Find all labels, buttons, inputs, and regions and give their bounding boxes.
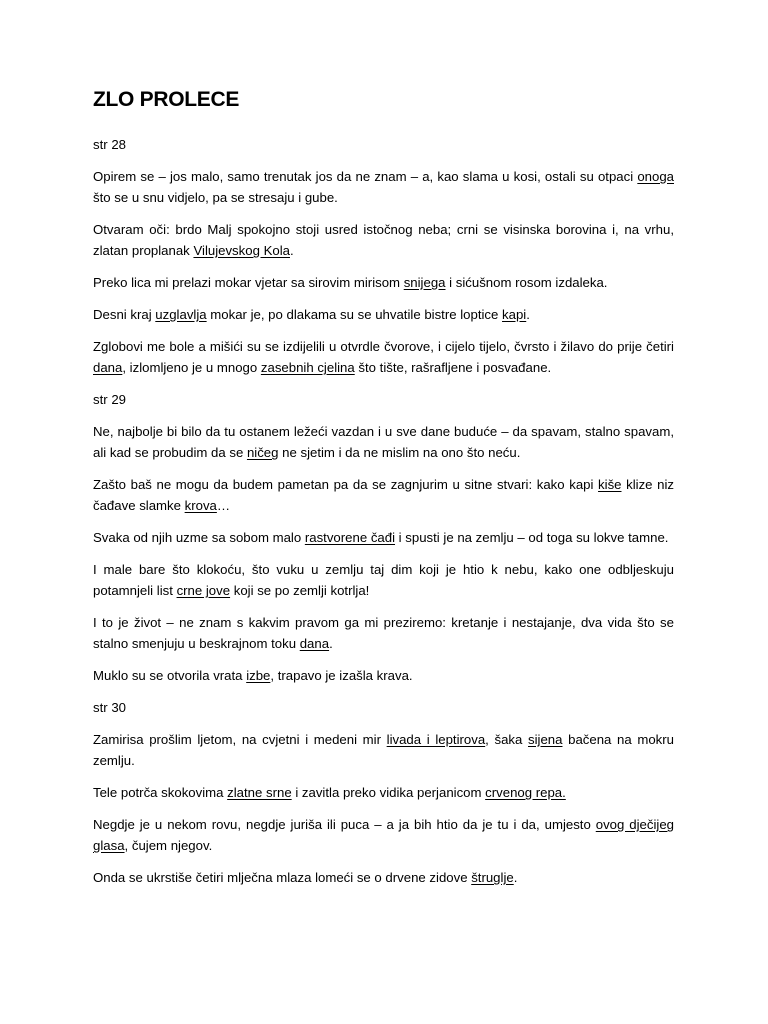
text-segment: i zavitla preko vidika perjanicom xyxy=(291,785,486,800)
text-segment: bačena na mokru zemlju. xyxy=(93,732,674,768)
underlined-term: snijega xyxy=(403,275,446,290)
text-segment: Onda se ukrstiše četiri mlječna mlaza lomeći se o drvene zidove xyxy=(93,870,472,885)
text-segment: . xyxy=(526,307,530,322)
underlined-term: crvenog repa. xyxy=(485,785,566,800)
paragraph xyxy=(93,336,674,378)
text-segment: . xyxy=(329,636,333,651)
underlined-term: dana xyxy=(299,636,330,651)
paragraph xyxy=(93,474,674,516)
text-segment: mokar je, po dlakama su se uhvatile bistre loptice xyxy=(206,307,503,322)
underlined-term: uzglavlja xyxy=(155,307,207,322)
paragraph xyxy=(93,867,674,888)
text-segment: Muklo su se otvorila vrata xyxy=(93,668,247,683)
text-segment: . xyxy=(289,243,294,258)
paragraph xyxy=(93,559,674,601)
text-segment: , šaka xyxy=(485,732,528,747)
document-body xyxy=(93,134,674,899)
underlined-term: sijena xyxy=(528,732,563,747)
page-reference xyxy=(93,134,674,155)
text-segment: , čujem njegov. xyxy=(124,838,213,853)
underlined-term: crne jove xyxy=(176,583,231,598)
underlined-term: štruglje xyxy=(471,870,514,885)
text-segment: Tele potrča skokovima xyxy=(93,785,228,800)
text-segment: Svaka od njih uzme sa sobom malo xyxy=(93,530,305,545)
underlined-term: ovog dječijeg glasa xyxy=(93,817,675,853)
text-segment: ne sjetim i da ne mislim na ono što neću. xyxy=(278,445,521,460)
underlined-term: onoga xyxy=(637,169,674,184)
text-segment: str 30 xyxy=(93,700,126,715)
text-segment: , trapavo je izašla krava. xyxy=(270,668,413,683)
text-segment: što se u snu vidjelo, pa se stresaju i gube. xyxy=(93,190,338,205)
paragraph xyxy=(93,527,674,548)
page-reference xyxy=(93,389,674,410)
paragraph xyxy=(93,729,674,771)
paragraph xyxy=(93,814,674,856)
text-segment: i spusti je na zemlju – od toga su lokve tamne. xyxy=(395,530,669,545)
underlined-term: rastvorene čađi xyxy=(304,530,396,545)
paragraph xyxy=(93,219,674,261)
paragraph xyxy=(93,166,674,208)
text-segment: i sićušnom rosom izdaleka. xyxy=(445,275,608,290)
text-segment: str 28 xyxy=(93,137,126,152)
text-segment: Otvaram oči: brdo Malj spokojno stoji usred istočnog neba; crni se visinska borovina i, na vrhu, zlatan proplanak xyxy=(93,222,674,258)
text-segment: klize niz čađave slamke xyxy=(93,477,674,513)
underlined-term: kiše xyxy=(598,477,622,492)
underlined-term: izbe xyxy=(246,668,271,683)
text-segment: Desni kraj xyxy=(93,307,156,322)
paragraph xyxy=(93,272,674,293)
text-segment: Zamirisa prošlim ljetom, na cvjetni i medeni mir xyxy=(93,732,387,747)
text-segment: Negdje je u nekom rovu, negdje juriša ili puca – a ja bih htio da je tu i da, umjesto xyxy=(93,817,596,832)
underlined-term: zlatne srne xyxy=(227,785,292,800)
paragraph xyxy=(93,665,674,686)
paragraph xyxy=(93,421,674,463)
text-segment: … xyxy=(216,498,231,513)
underlined-term: krova xyxy=(184,498,217,513)
text-segment: Zglobovi me bole a mišići su se izdijelili u otvrdle čvorove, i cijelo tijelo, čvrsto i žilavo do prije četiri xyxy=(93,339,674,354)
text-segment: , izlomljeno je u mnogo xyxy=(122,360,261,375)
text-segment: I to je život – ne znam s kakvim pravom ga mi preziremo: kretanje i nestajanje, dva vida što se stalno smenjuju u beskrajnom toku xyxy=(93,615,674,651)
underlined-term: zasebnih cjelina xyxy=(260,360,355,375)
text-segment: I male bare što klokoću, što vuku u zemlju taj dim koji je htio k nebu, kako one odbljeskuju potamnjeli list xyxy=(93,562,674,598)
text-segment: str 29 xyxy=(93,392,126,407)
underlined-term: livada i leptirova xyxy=(386,732,486,747)
text-segment: Zašto baš ne mogu da budem pametan pa da se zagnjurim u sitne stvari: kako kapi xyxy=(93,477,599,492)
text-segment: što tište, rašrafljene i posvađane. xyxy=(354,360,552,375)
document-title: ZLO PROLECE xyxy=(93,88,240,111)
text-segment: Opirem se – jos malo, samo trenutak jos da ne znam – a, kao slama u kosi, ostali su otpaci xyxy=(93,169,638,184)
paragraph xyxy=(93,304,674,325)
underlined-term: ničeg xyxy=(246,445,279,460)
underlined-term: kapi xyxy=(502,307,527,322)
underlined-term: Vilujevskog Kola xyxy=(193,243,290,258)
paragraph xyxy=(93,782,674,803)
text-segment: koji se po zemlji kotrlja! xyxy=(230,583,370,598)
page-reference xyxy=(93,697,674,718)
paragraph xyxy=(93,612,674,654)
text-segment: Ne, najbolje bi bilo da tu ostanem ležeći vazdan i u sve dane buduće – da spavam, stalno spavam, ali kad se probudim da se xyxy=(93,424,674,460)
text-segment: Preko lica mi prelazi mokar vjetar sa sirovim mirisom xyxy=(93,275,404,290)
text-segment: . xyxy=(513,870,518,885)
underlined-term: dana xyxy=(93,360,123,375)
